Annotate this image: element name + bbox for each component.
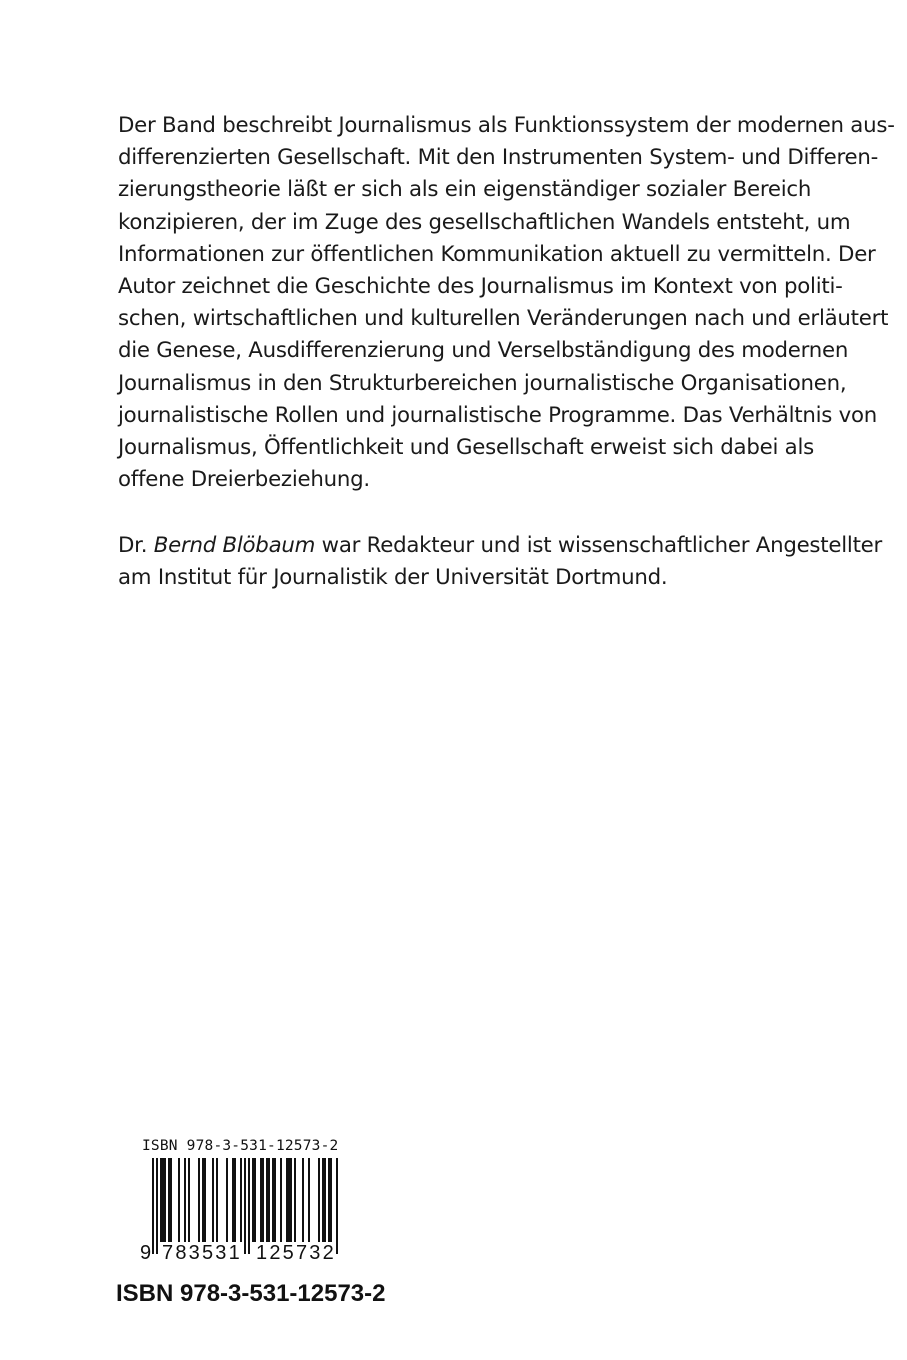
barcode-bar [216,1158,218,1242]
barcode-bar [322,1158,326,1242]
barcode-bar [226,1158,228,1242]
blurb-line: schen, wirtschaftlichen und kulturellen Veränderungen nach und erläutert [118,306,889,332]
barcode-bar [248,1158,250,1254]
barcode-bar [260,1158,264,1242]
blurb-line: journalistische Rollen und journalistische Programme. Das Verhältnis von [118,402,878,428]
barcode-isbn-label: ISBN 978-3-531-12573-2 [142,1138,339,1154]
barcode-bar [280,1158,282,1242]
author-name: Bernd Blöbaum [153,533,316,558]
barcode-bar [252,1158,256,1242]
barcode-bar [178,1158,180,1242]
blurb-line: offene Dreierbeziehung. [118,467,370,493]
barcode-bar [168,1158,172,1242]
isbn-footer: ISBN 978-3-531-12573-2 [116,1280,386,1307]
barcode-bar [232,1158,236,1242]
barcode-bar [152,1158,154,1254]
author-bio [118,530,883,594]
blurb-line: Der Band beschreibt Journalismus als Funktionssystem der modernen aus- [118,113,895,138]
barcode-bar [198,1158,200,1242]
author-bio-line: am Institut für Journalistik der Universität Dortmund. [118,565,668,591]
barcode-bar [160,1158,166,1242]
barcode-bar [212,1158,214,1242]
barcode-bar [294,1158,296,1242]
author-bio-line [118,530,883,562]
barcode-bar [184,1158,186,1242]
barcode-bar [188,1158,190,1242]
author-bio-text: war Redakteur und ist wissenschaftlicher Angestellter [315,533,883,558]
barcode-bar [286,1158,292,1242]
author-title: Dr. [118,533,154,558]
blurb-line: konzipieren, der im Zuge des gesellschaftlichen Wandels entsteht, um [118,209,851,235]
blurb-line: Autor zeichnet die Geschichte des Journalismus im Kontext von politi- [118,274,843,300]
barcode-bar [272,1158,276,1242]
barcode-bar [318,1158,320,1242]
barcode [140,1138,370,1278]
barcode-bar [244,1158,246,1254]
blurb-line: Journalismus in den Strukturbereichen journalistische Organisationen, [118,370,847,396]
blurb-line: differenzierten Gesellschaft. Mit den Instrumenten System- und Differen- [118,145,879,171]
blurb-line: zierungstheorie läßt er sich als ein eigenständiger sozialer Bereich [118,177,812,203]
barcode-digits-right: 125732 [256,1242,336,1264]
barcode-bar [202,1158,206,1242]
blurb-line: Informationen zur öffentlichen Kommunikation aktuell zu vermitteln. Der [118,241,876,267]
barcode-bar [336,1158,338,1254]
barcode-digits-left: 783531 [162,1242,242,1264]
blurb-line: Journalismus, Öffentlichkeit und Gesellschaft erweist sich dabei als [118,435,814,461]
blurb-line: die Genese, Ausdifferenzierung und Verselbständigung des modernen [118,338,849,364]
barcode-bar [328,1158,332,1242]
barcode-digit-first: 9 [140,1242,152,1264]
barcode-bar [308,1158,310,1242]
barcode-bar [302,1158,304,1242]
blurb-text [118,110,895,496]
barcode-bar [240,1158,242,1242]
barcode-bar [266,1158,270,1242]
barcode-bar [156,1158,158,1254]
